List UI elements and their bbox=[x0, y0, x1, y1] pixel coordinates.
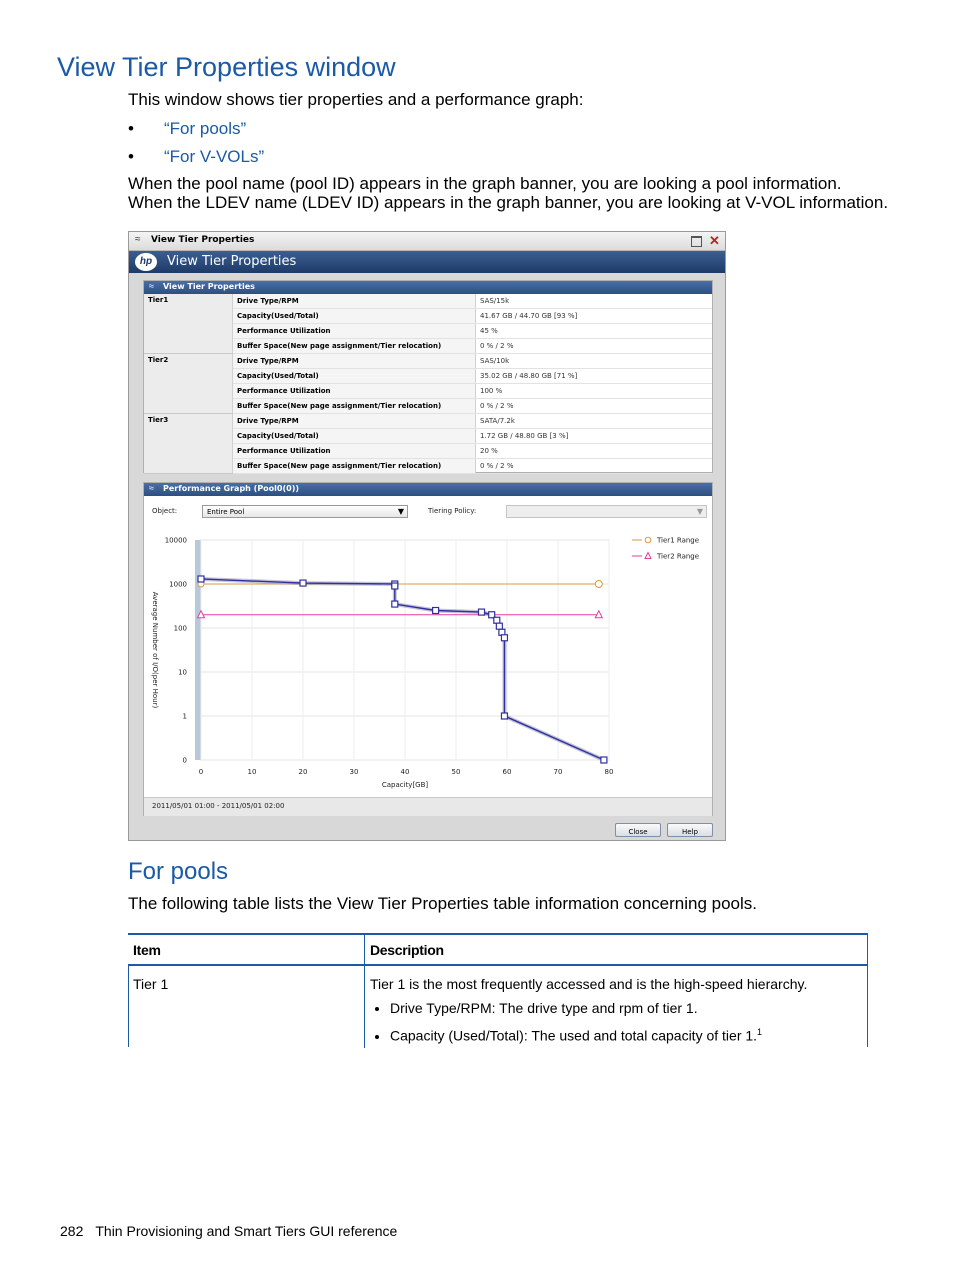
chevron-down-icon: ▼ bbox=[397, 507, 404, 516]
series-point bbox=[494, 617, 500, 623]
y-tick-label: 10 bbox=[178, 668, 187, 677]
tier-name: Tier3 bbox=[144, 414, 233, 474]
row-item: Tier 1 bbox=[133, 976, 169, 992]
property-value: 0 % / 2 % bbox=[476, 399, 713, 414]
hp-logo-icon: hp bbox=[135, 253, 157, 271]
y-tick-label: 1 bbox=[182, 712, 187, 721]
property-label: Capacity(Used/Total) bbox=[233, 369, 476, 384]
object-select[interactable]: Entire Pool ▼ bbox=[202, 505, 408, 518]
page-number: 282 bbox=[60, 1223, 84, 1239]
table-row bbox=[144, 294, 712, 309]
intro-text: This window shows tier properties and a performance graph: bbox=[128, 90, 584, 109]
list-item: • Drive Type/RPM: The drive type and rpm of tier 1. bbox=[390, 996, 863, 1020]
object-label: Object: bbox=[152, 507, 178, 515]
x-tick-label: 50 bbox=[451, 768, 461, 776]
paragraph-line-1: When the pool name (pool ID) appears in the graph banner, you are looking a pool information. bbox=[128, 174, 842, 193]
property-label: Buffer Space(New page assignment/Tier relocation) bbox=[233, 339, 476, 354]
table-border bbox=[867, 933, 868, 1047]
window-title: View Tier Properties bbox=[151, 235, 255, 245]
property-value: 0 % / 2 % bbox=[476, 339, 713, 354]
column-header-description: Description bbox=[365, 934, 869, 965]
window-banner bbox=[129, 251, 725, 273]
section-intro: The following table lists the View Tier Properties table information concerning pools. bbox=[128, 894, 758, 913]
view-tier-properties-window bbox=[128, 231, 726, 841]
maximize-icon[interactable] bbox=[691, 236, 702, 247]
property-value: SAS/15k bbox=[476, 294, 713, 309]
collapse-icon: ≈ bbox=[149, 281, 154, 291]
table-border bbox=[128, 966, 129, 1047]
y-tick-label: 100 bbox=[173, 624, 187, 633]
description-table bbox=[128, 933, 868, 1048]
x-tick-label: 80 bbox=[604, 768, 614, 776]
legend-label-tier1: Tier1 Range bbox=[657, 536, 700, 545]
window-titlebar bbox=[129, 232, 725, 251]
x-axis-label: Capacity[GB] bbox=[381, 781, 429, 789]
property-label: Drive Type/RPM bbox=[233, 414, 476, 429]
series-point bbox=[501, 635, 507, 641]
tier-properties-panel bbox=[143, 280, 713, 473]
property-value: 0 % / 2 % bbox=[476, 459, 713, 474]
collapse-icon[interactable]: ≈ bbox=[135, 234, 141, 245]
footer-title: Thin Provisioning and Smart Tiers GUI reference bbox=[95, 1223, 398, 1239]
series-point bbox=[198, 576, 204, 582]
axis-bar bbox=[195, 540, 201, 760]
tier-name: Tier1 bbox=[144, 294, 233, 354]
x-tick-label: 20 bbox=[298, 768, 308, 776]
tiering-policy-label: Tiering Policy: bbox=[428, 507, 477, 515]
close-icon[interactable]: ✕ bbox=[709, 233, 720, 248]
series-point bbox=[501, 713, 507, 719]
collapse-icon: ≈ bbox=[149, 483, 154, 493]
performance-graph-panel bbox=[143, 482, 713, 816]
legend-marker-tier1 bbox=[645, 537, 651, 543]
property-value: SAS/10k bbox=[476, 354, 713, 369]
y-axis-label: Average Number of I/O(per Hour) bbox=[151, 591, 159, 709]
series-point bbox=[496, 623, 502, 629]
row-description: Tier 1 is the most frequently accessed and is the high-speed hierarchy. • Drive Type/RPM: The drive type and rpm of tier 1. • Capacity (Used/Total): The used and total capacity of tier 1.$^1$ bbox=[365, 965, 869, 1048]
series-point bbox=[601, 757, 607, 763]
x-tick-label: 40 bbox=[400, 768, 410, 776]
series-point bbox=[433, 607, 439, 613]
table-row bbox=[144, 354, 712, 369]
graph-footer bbox=[144, 797, 712, 816]
property-label: Buffer Space(New page assignment/Tier relocation) bbox=[233, 459, 476, 474]
tier-properties-header[interactable]: ≈ View Tier Properties bbox=[144, 281, 712, 294]
property-value: 45 % bbox=[476, 324, 713, 339]
property-value: 1.72 GB / 48.80 GB [3 %] bbox=[476, 429, 713, 444]
y-tick-label: 1000 bbox=[169, 580, 187, 589]
performance-graph-header[interactable]: ≈ Performance Graph (Pool0(0)) bbox=[144, 483, 712, 496]
section-title: For pools bbox=[128, 858, 229, 885]
link-for-vvols[interactable]: “For V-VOLs” bbox=[164, 147, 265, 166]
property-value: 100 % bbox=[476, 384, 713, 399]
property-label: Capacity(Used/Total) bbox=[233, 429, 476, 444]
x-tick-label: 30 bbox=[349, 768, 359, 776]
column-header-item: Item bbox=[128, 934, 365, 965]
y-tick-label: 10000 bbox=[164, 536, 187, 545]
link-for-pools[interactable]: “For pools” bbox=[164, 119, 247, 138]
series-point bbox=[392, 601, 398, 607]
legend-label-tier2: Tier2 Range bbox=[657, 552, 700, 561]
list-item: • Capacity (Used/Total): The used and total capacity of tier 1.$^1$ bbox=[390, 1020, 863, 1048]
performance-graph-chart bbox=[144, 525, 712, 805]
y-tick-label: 0 bbox=[182, 756, 187, 765]
x-tick-label: 0 bbox=[198, 768, 204, 776]
property-label: Drive Type/RPM bbox=[233, 354, 476, 369]
page-footer bbox=[60, 1223, 397, 1239]
property-label: Drive Type/RPM bbox=[233, 294, 476, 309]
paragraph-line-2: When the LDEV name (LDEV ID) appears in the graph banner, you are looking at V-VOL information. bbox=[128, 193, 889, 212]
table-row bbox=[128, 965, 868, 1048]
property-label: Performance Utilization bbox=[233, 324, 476, 339]
property-value: 20 % bbox=[476, 444, 713, 459]
banner-title: View Tier Properties bbox=[167, 254, 297, 269]
property-value: 41.67 GB / 44.70 GB [93 %] bbox=[476, 309, 713, 324]
close-button[interactable]: Close bbox=[615, 823, 661, 837]
page-title: View Tier Properties window bbox=[57, 52, 396, 82]
tiering-policy-select[interactable] bbox=[506, 505, 707, 518]
tier-properties-table bbox=[144, 294, 712, 474]
help-button[interactable]: Help bbox=[667, 823, 713, 837]
footnote-ref[interactable]: 1 bbox=[757, 1027, 763, 1037]
description-bullets bbox=[370, 996, 863, 1048]
x-tick-label: 60 bbox=[502, 768, 512, 776]
x-tick-label: 70 bbox=[553, 768, 563, 776]
series-point bbox=[479, 609, 485, 615]
property-label: Buffer Space(New page assignment/Tier relocation) bbox=[233, 399, 476, 414]
property-label: Performance Utilization bbox=[233, 444, 476, 459]
property-label: Performance Utilization bbox=[233, 384, 476, 399]
property-value: 35.02 GB / 48.80 GB [71 %] bbox=[476, 369, 713, 384]
series-point bbox=[392, 583, 398, 589]
table-row bbox=[144, 414, 712, 429]
property-label: Capacity(Used/Total) bbox=[233, 309, 476, 324]
x-tick-label: 10 bbox=[247, 768, 257, 776]
property-value: SATA/7.2k bbox=[476, 414, 713, 429]
series-point bbox=[300, 580, 306, 586]
legend-marker-tier2 bbox=[645, 553, 651, 559]
tier-name: Tier2 bbox=[144, 354, 233, 414]
tier1-range-point bbox=[595, 581, 602, 588]
chevron-down-icon: ▼ bbox=[696, 507, 703, 516]
time-range: 2011/05/01 01:00 - 2011/05/01 02:00 bbox=[152, 802, 285, 810]
